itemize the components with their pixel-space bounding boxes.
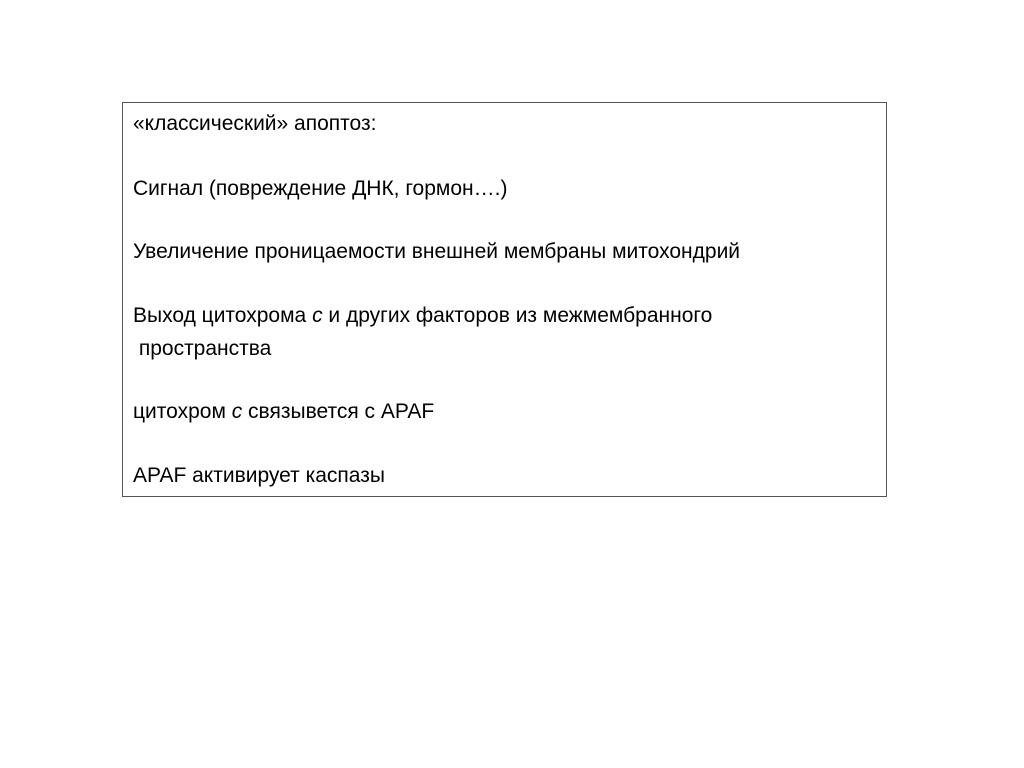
heading-line: «классический» апоптоз: bbox=[133, 112, 377, 135]
permeability-line: Увеличение проницаемости внешней мембраны митохондрий bbox=[133, 240, 741, 263]
apoptosis-text-box bbox=[122, 102, 887, 497]
cytochrome-binding-line bbox=[133, 399, 434, 425]
release-prefix: Выход цитохрома bbox=[133, 304, 313, 327]
apaf-activation-line: APAF активирует каспазы bbox=[133, 464, 385, 487]
release-italic-c: с bbox=[312, 304, 323, 327]
cytochrome-release-continuation: пространства bbox=[133, 337, 272, 360]
signal-line: Сигнал (повреждение ДНК, гормон….) bbox=[133, 177, 508, 200]
release-suffix: и других факторов из межмембранного bbox=[322, 304, 713, 327]
binding-suffix: связывется с APAF bbox=[242, 400, 435, 423]
binding-prefix: цитохром bbox=[133, 400, 232, 423]
cytochrome-release-line bbox=[133, 303, 712, 329]
binding-italic-c: с bbox=[231, 400, 243, 423]
